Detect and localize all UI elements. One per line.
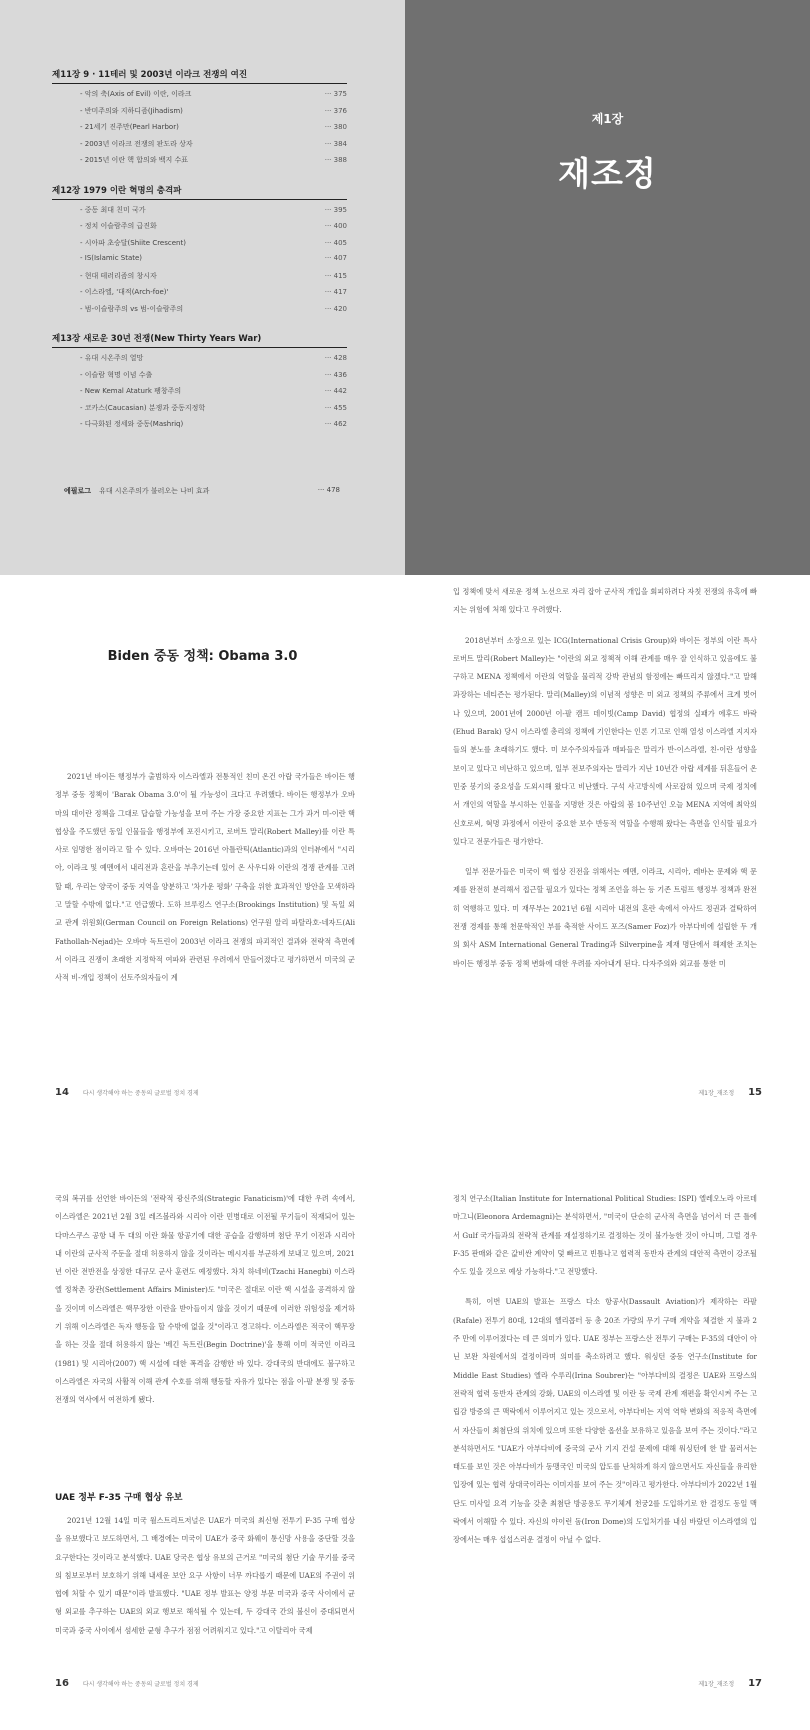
toc-item	[52, 89, 347, 106]
paragraph: 2021년 12월 14일 미국 월스트리트저널은 UAE가 미국의 최신형 전투기 F-35 구매 협상을 유보했다고 보도하면서, 그 배경에는 미국이 UAE가 중국 화웨이 통신망 사용을 중단할 것을 요구한다는 것이라고 분석했다. UAE 당국은 협상 유보의 근거로 "미국의 첨단 기술 무기를 중국의 침보로부터 보호하기 위해 내세운 보안 요구 사항이 너무 까다롭기 때문에 UAE의 주권이 위협에 처할 수 있기 때문"이라 발표했다. "UAE 정부 발표는 양정 부문 미국과 중국 사이에서 균형 외교를 추구하는 UAE의 외교 행보로 해석될 수 있는데, 두 강대국 간의 불신이 증대되면서 미국과 중국 사이에서 섬세한 균형 추구가 점점 어려워지고 있다."고 이탈리아 국제	[55, 1516, 355, 1635]
toc-epilogue	[64, 486, 340, 496]
toc-chapter-13	[52, 332, 347, 436]
paragraph: 일부 전문가들은 미국이 핵 협상 진전을 위해서는 예멘, 이라크, 시리아, 레바논 문제와 핵 문제를 완전히 분리해서 접근할 필요가 있다는 정책 조언을 하는 등 기존 트럼프 행정부 정책과 완전히 역행하고 있다. 미 재무부는 2021년 6월 시리아 내전의 혼란 속에서 아사드 정권과 결탁하여 전쟁 경제를 통해 천문학적인 부를 축적한 사이드 포즈(Samer Foz)가 아부다비에 설립한 두 개의 회사 ASM International General Trading과 Silverpine을 제재 명단에서 해제한 조치는 바이든 행정부 중동 정책 변화에 대한 우려를 자아내게 된다. 다자주의와 외교를 통한 미	[453, 867, 757, 968]
toc-item-label: - 범-이슬람주의 vs 범-이슬람주의	[80, 304, 184, 313]
toc-item	[52, 271, 347, 288]
toc-chapter-12	[52, 184, 347, 321]
toc-item-label: - 정치 이슬람주의 급진화	[80, 222, 157, 230]
toc-item-label: - 중동 최대 친미 국가	[80, 205, 146, 214]
chapter-opener-page	[405, 0, 810, 575]
toc-item-label: - 코카스(Caucasian) 분쟁과 중동지정학	[80, 403, 206, 412]
toc-item	[52, 370, 347, 387]
toc-item-page: ··· 415	[324, 271, 347, 280]
toc-item-page: ··· 420	[324, 304, 347, 313]
toc-chapter-title: 제13장 새로운 30년 전쟁(New Thirty Years War)	[52, 332, 347, 348]
toc-item-page: ··· 442	[324, 387, 347, 395]
toc-item-label: - New Kemal Ataturk 팽창주의	[80, 387, 182, 395]
paragraph: 정치 연구소(Italian Institute for International Political Studies: ISPI) 엘레오노라 아르데마그니(Eleonora Ardemagni)는 분석하면서, "미국이 단순히 군사적 측면을 넘어서 더 큰 틀에서 Gulf 국가들과의 전략적 관계를 재설정하기로 결정하는 것이 불가능한 것이 아니며, 그럴 경우 F-35 판매와 같은 값비싼 계약이 덫 빠르고 빈틈나고 협력적 동반자 관계의 대안적 측면이 강조될 수도 있을 것으로 예상 가능하다."고 전망했다.	[453, 1194, 757, 1277]
pages-16-17-spread	[0, 1150, 810, 1730]
toc-chapter-title: 제12장 1979 이란 혁명의 충격파	[52, 184, 347, 200]
toc-item	[52, 287, 347, 304]
page-footer	[698, 1087, 762, 1098]
paragraph: 2018년부터 소장으로 있는 ICG(International Crisis Group)와 바이든 정부의 이란 특사 로버트 말리(Robert Malley)는 "이란의 외교 정책적 이해 관계를 매우 잘 인식하고 있음에도 불구하고 MENA 정책에서 이란의 역할을 물리적 강박 관념의 함정에는 빠뜨리지 않겠다."고 말해 과장하는 네티즌는 평가된다. 말리(Malley)의 이념적 성향은 미 외교 정책의 주류에서 크게 벗어나 있으며, 2001년에 2000년 이-팔 캠프 데이빗(Camp David) 협정의 실패가 에후드 바락(Ehud Barak) 당시 이스라엘 총리의 정책에 기인한다는 인론 기고로 인해 열성 이스라엘 지지자들의 분노를 초래하기도 했다. 미 보수주의자들과 매파들은 말리가 반-이스라엘, 친-이란 성향을 보이고 있다고 비난하고 있으며, 일부 전보주의자는 말리가 지난 10년간 아랍 세계를 뒤흔들어 온 민중 봉기의 중요성을 도외시해 왔다고 비난했다. 구석 사고방식에 사로잡혀 있으며 국제 정치에서 개인의 역할을 부시하는 인물을 지명한 것은 아랍의 봄 10주년인 오늘 MENA 지역에 최악의 신호로써, 혁명 과정에서 이란이 중요한 보수 반동적 역할을 수행해 왔다는 측면을 인식할 필요가 있다고 전문가들은 평가한다.	[453, 635, 757, 846]
toc-item-label: - 21세기 진주만(Pearl Harbor)	[80, 123, 179, 131]
toc-item	[52, 155, 347, 172]
toc-item-page: ··· 384	[324, 139, 347, 148]
toc-item	[52, 419, 347, 436]
toc-chapter-title: 제11장 9 · 11테러 및 2003년 이라크 전쟁의 여진	[52, 68, 347, 84]
section-heading: Biden 중동 정책: Obama 3.0	[107, 649, 298, 664]
page-15	[405, 575, 810, 1150]
toc-item-page: ··· 462	[324, 420, 347, 428]
toc-item-page: ··· 388	[324, 156, 347, 164]
paragraph: 국의 복귀를 선언한 바이든의 '전략적 광신주의(Strategic Fanaticism)'에 대한 우려 속에서, 이스라엘은 2021년 2월 3일 레즈볼라와 시리아 이란 민병대로 이전될 무기들이 적재되어 있는 다마스쿠스 공항 내 두 대의 이란 화물 항공기에 대한 공습을 감행하며 첨단 무기 이전과 시리아 내 이란의 군사적 주둔을 절대 허용하지 않을 것이라는 메시지를 부군하게 보내고 있으며, 2021년 이란 전반전을 상징한 대규모 군사 훈련도 예정했다. 차치 하네비(Tzachi Hanegbi) 이스라엘 정착촌 장관(Settlement Affairs Minister)도 "미국은 절대로 이란 핵 시설을 공격하지 않을 것이며 이스라엘은 핵무장한 이란을 받아들이지 않을 것이기 때문에 이러한 위험성을 제거하기 위해 이스라엘은 독자 행동을 할 수밖에 없을 것"이라고 경고하다. 이스라엘은 적국이 핵무장을 하는 것을 절대 허용하지 않는 '베긴 독트린(Begin Doctrine)'을 통해 이미 적국인 이라크(1981) 및 시리아(2007) 핵 시설에 대한 폭격을 감행한 바 있다. 강대국의 반대에도 불구하고 이스라엘은 자국의 사활적 이해 관계 수호를 위해 행동할 자유가 있다는 점을 이-팔 분쟁 및 중동 전쟁의 역사에서 여전하게 됐다.	[55, 1194, 355, 1405]
toc-item-page: ··· 428	[324, 354, 347, 362]
toc-item	[52, 403, 347, 420]
toc-item-label: - 시아파 초승달(Shiite Crescent)	[80, 238, 186, 247]
toc-item-label: - 이스라엘, '대적(Arch-foe)'	[80, 288, 169, 296]
toc-item	[52, 254, 347, 271]
toc-item	[52, 353, 347, 370]
page-number: 16	[55, 1678, 69, 1689]
toc-item-page: ··· 417	[324, 288, 347, 296]
toc-item	[52, 106, 347, 123]
toc-item-page: ··· 400	[324, 222, 347, 230]
toc-epilogue-entry	[64, 486, 209, 496]
toc-item-page: ··· 376	[324, 106, 347, 115]
page-footer	[55, 1087, 199, 1098]
subsection-heading: UAE 정부 F-35 구매 협상 유보	[55, 1493, 183, 1503]
paragraph: 입 정책에 맞서 새로운 정책 노선으로 자리 잡아 군사적 개입을 회피하려다 자칫 전쟁의 유혹에 빠지는 위험에 처해 있다고 우려했다.	[453, 587, 757, 615]
chapter-title: 재조정	[558, 154, 657, 193]
running-title: 제1장_재조정	[698, 1090, 735, 1097]
body-text	[55, 1512, 355, 1652]
page-number: 17	[748, 1678, 762, 1689]
page-17	[405, 1150, 810, 1730]
body-text	[453, 583, 757, 985]
toc-item-page: ··· 405	[324, 238, 347, 247]
toc-chapter-11	[52, 68, 347, 172]
page-number: 14	[55, 1087, 69, 1098]
toc-item	[52, 238, 347, 255]
toc-item-page: ··· 380	[324, 123, 347, 131]
toc-item-label: - 현대 테러리즘의 창시자	[80, 271, 157, 280]
toc-item-label: - 다극화된 정세와 중동(Mashriq)	[80, 420, 184, 428]
pages-14-15-spread	[0, 575, 810, 1150]
toc-item-page: ··· 436	[324, 370, 347, 379]
toc-item-label: - 이슬람 혁명 이념 수출	[80, 370, 153, 379]
toc-item-label: - 반미주의와 지하디즘(Jihadism)	[80, 106, 183, 115]
toc-item-label: - 유대 시온주의 열망	[80, 354, 144, 362]
toc-item-page: ··· 375	[324, 90, 347, 98]
running-title: 제1장_재조정	[698, 1681, 735, 1688]
toc-item-label: - IS(Islamic State)	[80, 254, 143, 262]
table-of-contents-page	[0, 0, 405, 575]
chapter-number: 제1장	[591, 112, 624, 126]
running-title: 다시 생각해야 하는 중동의 글로벌 정치 경제	[82, 1090, 199, 1097]
body-text	[55, 1190, 355, 1422]
toc-item-page: ··· 407	[324, 254, 347, 262]
toc-epilogue-page: ··· 478	[317, 486, 340, 494]
toc-item	[52, 386, 347, 403]
toc-item-page: ··· 395	[324, 205, 347, 214]
body-text	[55, 768, 355, 1000]
toc-item-label: - 2003년 이라크 전쟁의 판도라 상자	[80, 139, 193, 148]
table-of-contents	[52, 68, 347, 448]
body-text	[453, 1190, 757, 1562]
toc-epilogue-title: 유대 시온주의가 불러오는 나비 효과	[99, 487, 210, 495]
page-footer	[55, 1678, 199, 1689]
toc-epilogue-label: 에필로그	[64, 487, 92, 495]
toc-item	[52, 122, 347, 139]
toc-item	[52, 205, 347, 222]
toc-item-page: ··· 455	[324, 403, 347, 412]
toc-item	[52, 139, 347, 156]
page-16	[0, 1150, 405, 1730]
running-title: 다시 생각해야 하는 중동의 글로벌 정치 경제	[82, 1681, 199, 1688]
page-number: 15	[748, 1087, 762, 1098]
toc-item-label: - 악의 축(Axis of Evil) 이란, 이라크	[80, 90, 192, 98]
paragraph: 특히, 이번 UAE의 발표는 프랑스 다소 항공사(Dassault Aviation)가 제작하는 라팔(Rafale) 전투기 80대, 12대의 헬리콥터 등 총 20조 가량의 무기 구매 계약을 체결한 지 불과 2주 만에 이루어졌다는 데 큰 의미가 있다. UAE 정부는 프랑스산 전투기 구매는 F-35의 대안이 아닌 보완 차원에서의 결정이라며 의미를 축소하려고 했다. 워싱턴 중동 연구소(Institute for Middle East Studies) 엘라 수루리(Irina Soubrer)는 "아부다비의 결정은 UAE와 프랑스의 전략적 협력 동반자 관계의 강화, UAE의 이스라엘 및 이란 등 국제 관계 재편을 확인시켜 주는 고립감 방증의 큰 맥락에서 이루어지고 있는 것으로서, 아부다비는 지역 역학 변화의 적응적 측면에서 자산들이 최첨단의 위치에 있으며 또한 다양한 옵션을 보유하고 있음을 보여 주는 것이다."라고 분석하면서도 "UAE가 아부다비에 중국의 군사 기지 건설 문제에 대해 워싱턴에 한 발 물러서는 태도를 보인 것은 아부다비가 동맹국인 미국의 압도를 난처하게 하지 않으면서도 자신들을 유리한 입장에 있는 협력 상대국이라는 이미지를 보여 주는 것"이라고 평가한다. 아부다비가 2022년 1월 단도 미사일 요격 기능을 갖춘 최첨단 방공용도 무기체계 천궁2를 도입하기로 한 결정도 동일 맥락에서 이해할 수 있다. 자신의 야이런 돔(Iron Dome)의 도입처기를 내심 바랐던 이스라엘의 입장에서는 매우 섭섭스러운 결정이 아닐 수 없다.	[453, 1297, 757, 1545]
page-14	[0, 575, 405, 1150]
toc-spread	[0, 0, 810, 575]
toc-item-label: - 2015년 이란 핵 합의와 백지 수표	[80, 156, 189, 164]
page-footer	[698, 1678, 762, 1689]
paragraph: 2021년 바이든 행정부가 출범하자 이스라엘과 전통적인 친미 온건 아랍 국가들은 바이든 행정부 중동 정책이 'Barak Obama 3.0'이 될 가능성이 크다고 우려했다. 바이든 행정부가 오바마의 대이란 정책을 그대로 답습할 가능성을 보여 주는 가장 중요한 지표는 그가 과거 미-이란 핵 협상을 주도했던 동일 인물들을 행정부에 포진시키고, 로버트 말리(Robert Malley)를 이란 특사로 임명한 점이라고 할 수 있다. 오바마는 2016년 아틀란틱(Atlantic)과의 인터뷰에서 "시리아, 이라크 및 예멘에서 내리전과 혼란을 부추기는데 있어 온 사우디와 이란의 경쟁 관계를 고려할 때, 우리는 양국이 중동 지역을 양분하고 '차가운 평화' 구축을 위한 효과적인 방안을 모색하라고 말할 수밖에 없다."고 언급했다. 도하 브루킹스 연구소(Brookings Institution) 및 독일 외교 관계 위원회(German Council on Foreign Relations) 연구원 알리 파탈라호-네자드(Ali Fathollah-Nejad)는 오바마 독트린이 2003년 이라크 전쟁의 파괴적인 결과와 전략적 측면에서 이라크 진쟁이 초래한 지정학적 여파와 관련된 우려에서 만들어졌다고 평가하면서 미국의 군사적 비-개입 정책이 선토주의자들이 계	[55, 772, 355, 983]
toc-item	[52, 221, 347, 238]
toc-item	[52, 304, 347, 321]
